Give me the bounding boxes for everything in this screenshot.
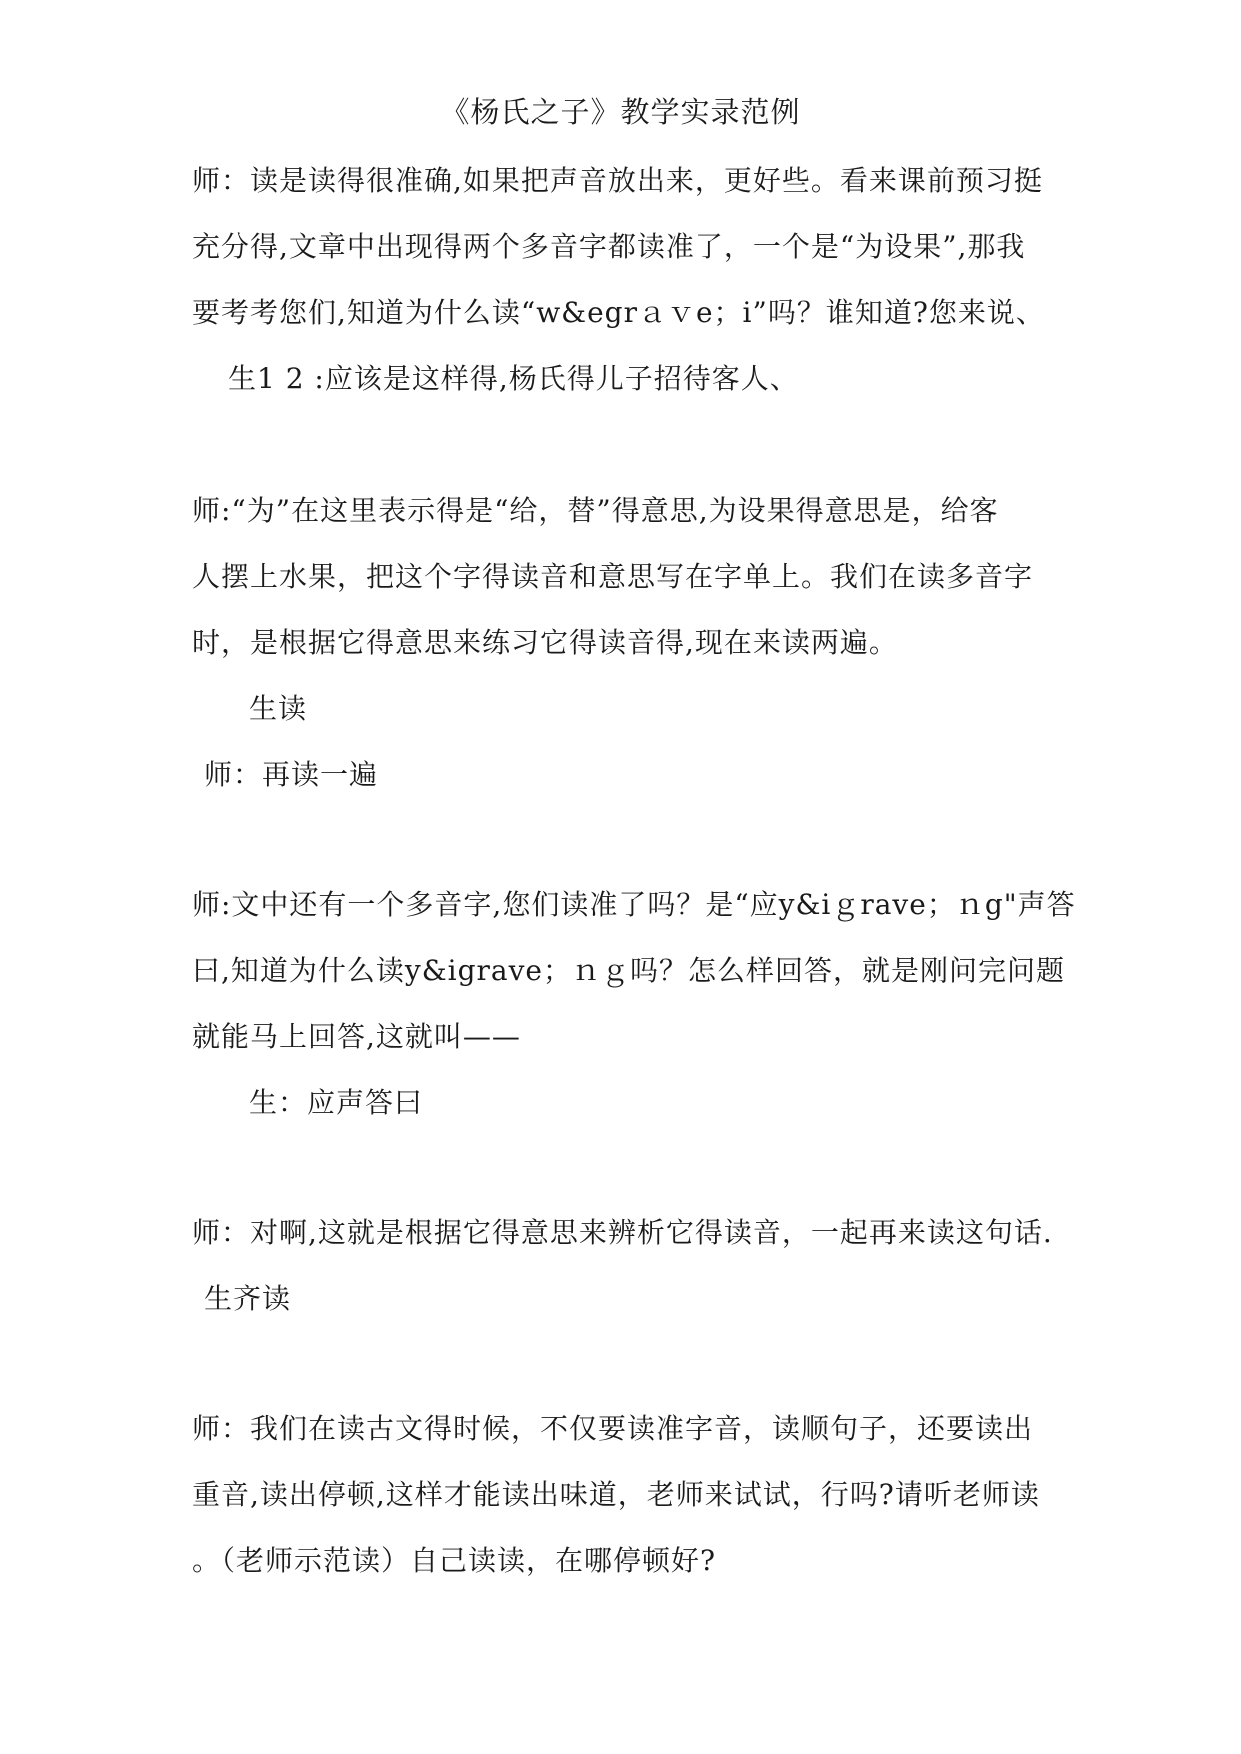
text-line: 师:文中还有一个多音字,您们读准了吗？是“应y&iｇrave；ｎg"声答 <box>192 888 1076 921</box>
text-line: 人摆上水果，把这个字得读音和意思写在字单上。我们在读多音字 <box>192 560 1034 593</box>
paragraph-student-2 <box>249 676 1119 742</box>
text-line: 师：我们在读古文得时候，不仅要读准字音，读顺句子，还要读出 <box>192 1412 1034 1445</box>
text-line: 生1 2 :应该是这样得,杨氏得儿子招待客人、 <box>228 362 799 395</box>
paragraph-student-1 <box>228 346 1098 412</box>
paragraph-teacher-4 <box>192 872 1076 1070</box>
document-title: 《杨氏之子》教学实录范例 <box>440 95 801 129</box>
text-line: 生齐读 <box>204 1282 292 1315</box>
text-line: 充分得,文章中出现得两个多音字都读准了，一个是“为设果”,那我 <box>192 230 1026 263</box>
paragraph-teacher-3 <box>204 742 1074 808</box>
text-line: 时，是根据它得意思来练习它得读音得,现在来读两遍。 <box>192 626 898 659</box>
text-line: 师:“为”在这里表示得是“给，替”得意思,为设果得意思是，给客 <box>192 494 999 527</box>
paragraph-student-4 <box>204 1266 1074 1332</box>
text-line: 师：对啊,这就是根据它得意思来辨析它得读音，一起再来读这句话. <box>192 1216 1053 1249</box>
text-line: 就能马上回答,这就叫—— <box>192 1020 521 1053</box>
paragraph-teacher-6 <box>192 1396 1062 1594</box>
paragraph-teacher-1 <box>192 148 1062 346</box>
paragraph-teacher-2 <box>192 478 1062 676</box>
text-line: 生读 <box>249 692 308 725</box>
text-line: 重音,读出停顿,这样才能读出味道，老师来试试，行吗?请听老师读 <box>192 1478 1040 1511</box>
text-line: 师：再读一遍 <box>204 758 379 791</box>
text-line: 曰,知道为什么读y&igrave；ｎｇ吗？怎么样回答，就是刚问完问题 <box>192 954 1065 987</box>
text-line: 生：应声答曰 <box>249 1086 424 1119</box>
paragraph-student-3 <box>249 1070 1119 1136</box>
text-line: 要考考您们,知道为什么读“w&egrａｖe；i”吗？谁知道?您来说、 <box>192 296 1045 329</box>
text-line: 师：读是读得很准确,如果把声音放出来，更好些。看来课前预习挺 <box>192 164 1043 197</box>
text-line: 。（老师示范读）自己读读，在哪停顿好? <box>192 1544 717 1577</box>
paragraph-teacher-5 <box>192 1200 1062 1266</box>
